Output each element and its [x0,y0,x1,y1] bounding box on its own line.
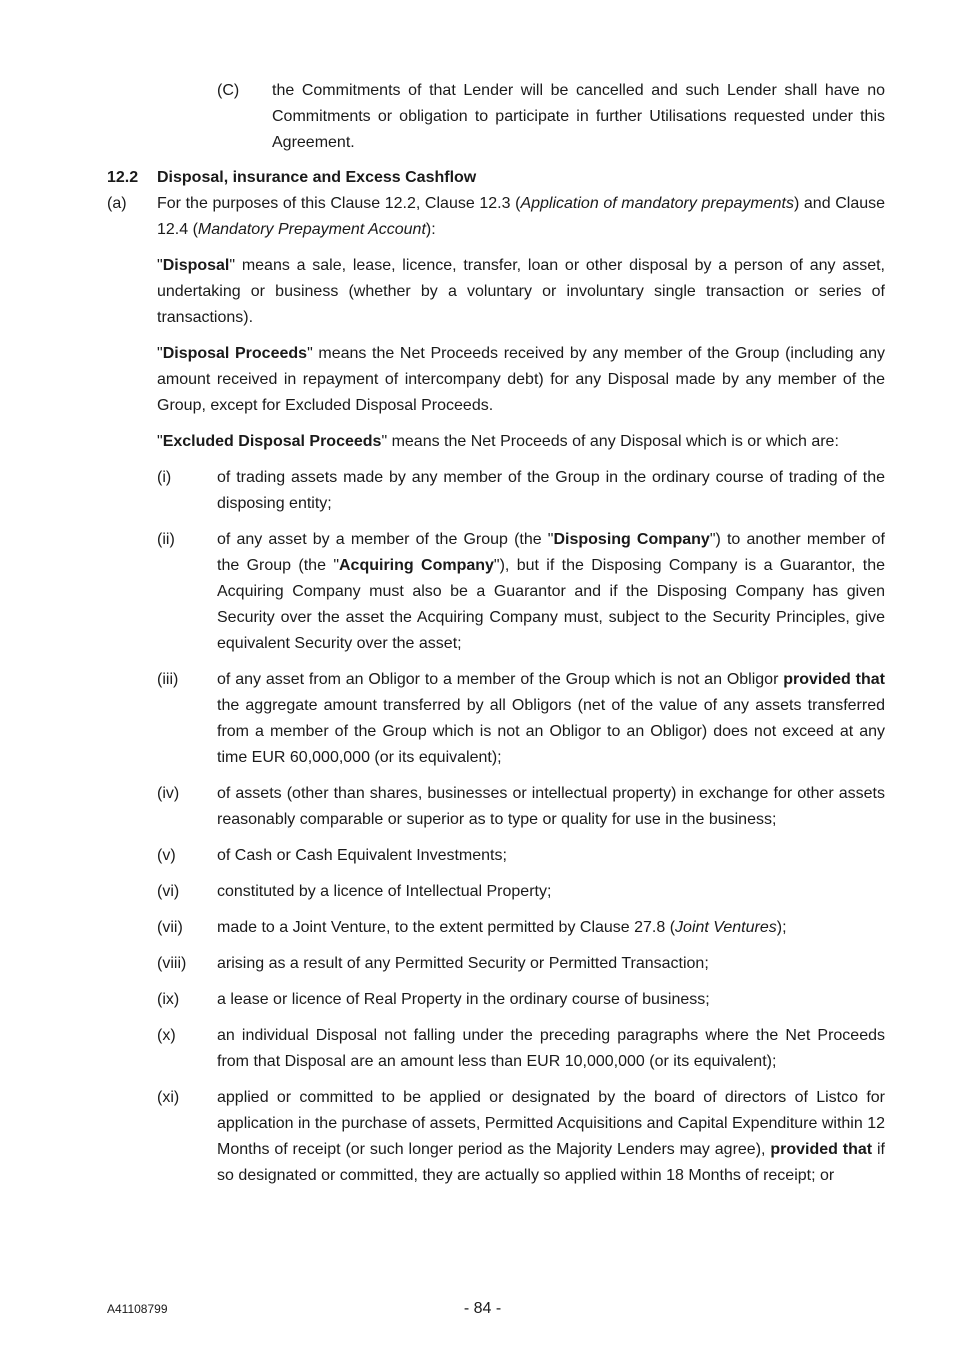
item-label: (iv) [157,785,180,802]
item-ii-text: of any asset by a member of the Group (the "Disposing Company") to another member of the Group (the "Acquiring Company"), but if the Disposing Company is a Guarantor, the Acquiring Company must also be a Guarantor and if the Disposing Company has given Security over the asset the Acquiring Company must, subject to the Security Principles, give equivalent Security over the asset; [217,531,886,652]
item-label: (vii) [157,919,183,936]
definition-excluded-disposal-proceeds: "Excluded Disposal Proceeds" means the Net Proceeds of any Disposal which is or which are: [157,433,839,450]
item-iii-text: of any asset from an Obligor to a member of the Group which is not an Obligor provided that the aggregate amount transferred by all Obligors (net of the value of any assets transferred from a member of the Group which is not an Obligor to an Obligor) does not exceed at any time EUR 60,000,000 (or its equivalent); [217,671,885,766]
item-v-text: of Cash or Cash Equivalent Investments; [217,847,507,864]
para-a-text: For the purposes of this Clause 12.2, Clause 12.3 (Application of mandatory prepayments) and Clause 12.4 (Mandatory Prepayment Account): [157,195,886,238]
section-title: Disposal, insurance and Excess Cashflow [157,169,477,186]
item-label: (vi) [157,883,180,900]
item-xi-text: applied or committed to be applied or designated by the board of directors of Listco for application in the purchase of assets, Permitted Acquisitions and Capital Expenditure within 12 Months of receipt (or such longer period as the Majority Lenders may agree), provided that if so designated or committed, they are actually so applied within 18 Months of receipt; or [217,1089,885,1184]
item-x-text: an individual Disposal not falling under the preceding paragraphs where the Net Proceeds from that Disposal are an amount less than EUR 10,000,000 (or its equivalent); [217,1027,885,1070]
item-label: (ix) [157,991,180,1008]
item-label: (i) [157,469,172,486]
definition-disposal-proceeds: "Disposal Proceeds" means the Net Proceeds received by any member of the Group (including any amount received in repayment of intercompany debt) for any Disposal made by any member of the Group, except for Excluded Disposal Proceeds. [157,345,886,414]
item-vii-text: made to a Joint Venture, to the extent permitted by Clause 27.8 (Joint Ventures); [217,919,787,936]
item-label: (v) [157,847,176,864]
document-reference: A41108799 [107,1302,168,1316]
item-i-text: of trading assets made by any member of the Group in the ordinary course of trading of the disposing entity; [217,469,885,512]
item-label: (viii) [157,955,187,972]
item-label: (ii) [157,531,175,548]
item-ix-text: a lease or licence of Real Property in the ordinary course of business; [217,991,710,1008]
item-label: (x) [157,1027,176,1044]
item-label: (xi) [157,1089,180,1106]
item-vi-text: constituted by a licence of Intellectual Property; [217,883,552,900]
para-c-text: the Commitments of that Lender will be cancelled and such Lender shall have no Commitments or obligation to participate in further Utilisations requested under this Agreement. [272,82,885,151]
definition-disposal: "Disposal" means a sale, lease, licence, transfer, loan or other disposal by a person of any asset, undertaking or business (whether by a voluntary or involuntary single transaction or series of transactions). [157,257,885,326]
page-number: - 84 - [463,1300,502,1317]
para-a-label: (a) [107,195,127,212]
item-viii-text: arising as a result of any Permitted Security or Permitted Transaction; [217,955,709,972]
item-label: (iii) [157,671,179,688]
item-iv-text: of assets (other than shares, businesses or intellectual property) in exchange for other assets reasonably comparable or superior as to type or quality for use in the business; [217,785,885,828]
section-number: 12.2 [107,169,139,186]
para-c-label: (C) [217,82,240,99]
